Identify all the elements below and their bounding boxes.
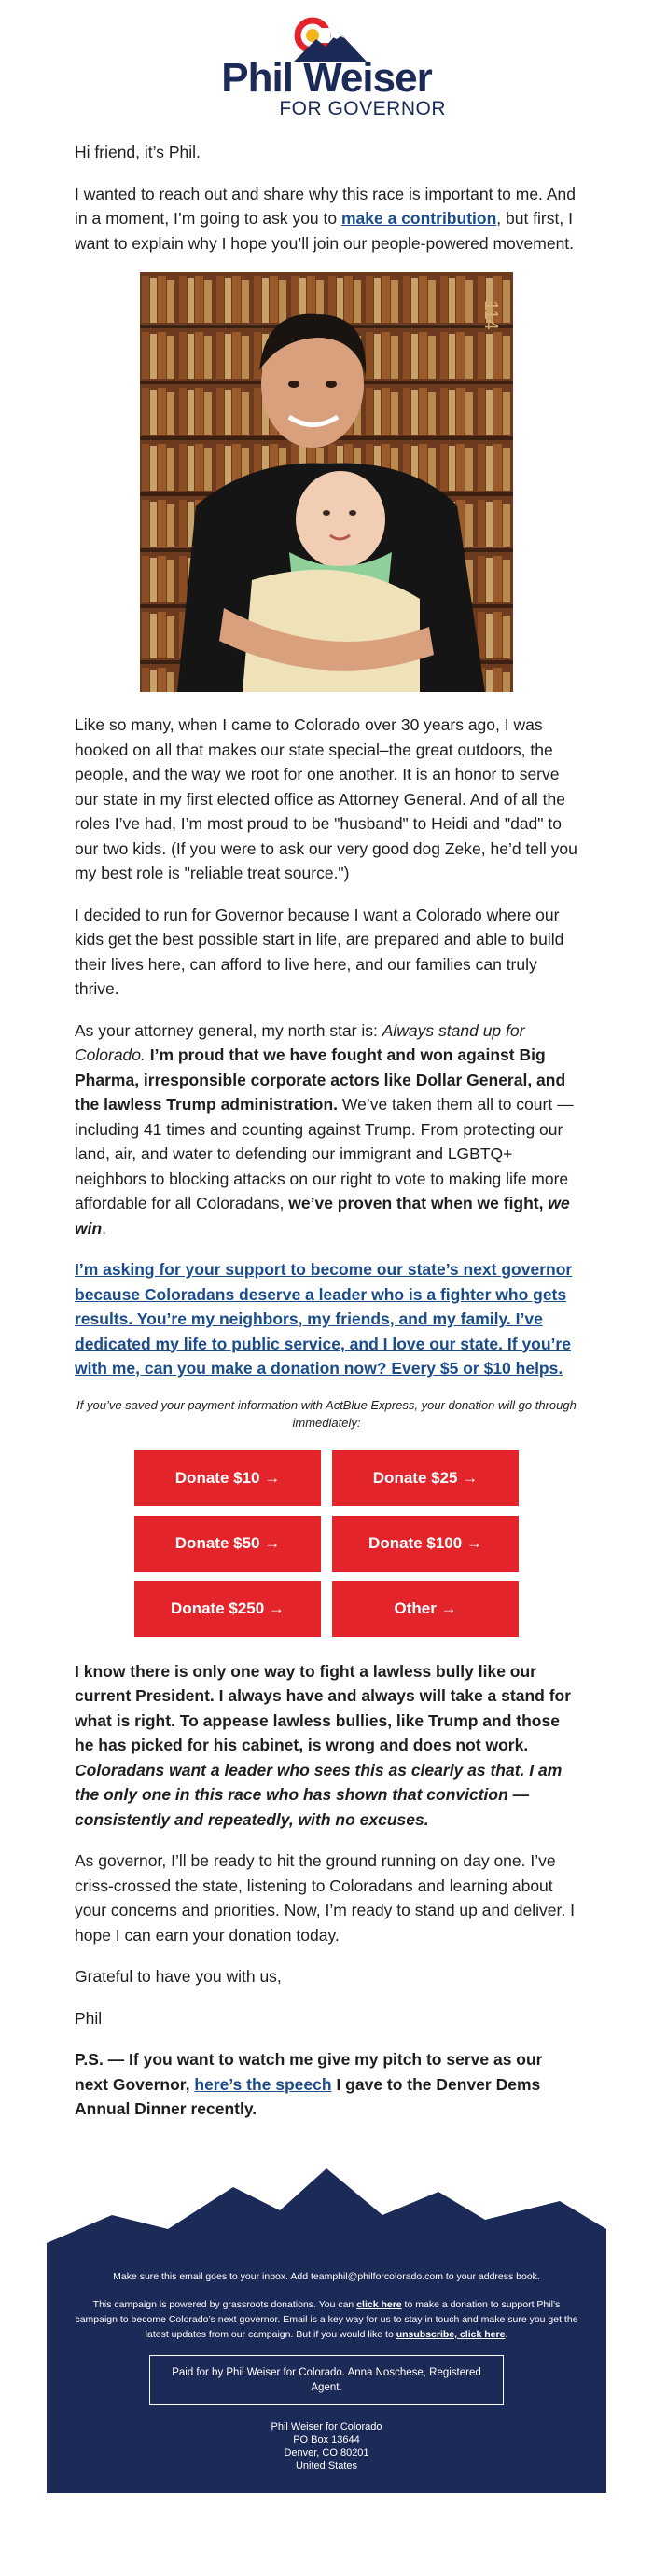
address-line: Denver, CO 80201 — [284, 2446, 369, 2458]
record-text-b: We’ve taken them all to court — including 41 times and counting against Trump. From protecting our land, air, and water to defending our immigrant and LGBTQ+ neighbors to blocking attacks on our right to vote to making life more affordable for all Coloradans, — [75, 1095, 574, 1212]
donate-other-button[interactable]: Other → — [332, 1581, 519, 1637]
donate-25-button[interactable]: Donate $25 → — [332, 1450, 519, 1506]
footer-donate-link[interactable]: click here — [356, 2298, 402, 2310]
footer-content — [47, 2260, 606, 2493]
grassroots-end: . — [505, 2328, 508, 2340]
speech-link[interactable]: here’s the speech — [194, 2074, 332, 2094]
logo-name: Phil Weiser — [221, 55, 432, 101]
address-line: United States — [295, 2459, 358, 2472]
ps-text-a: P.S. — If you want to watch me give my pitch to serve as our next Governor, — [75, 2050, 543, 2094]
record-motto: Always stand up for Colorado. — [75, 1020, 525, 1064]
donate-50-button[interactable]: Donate $50 → — [134, 1516, 321, 1572]
record-end: . — [102, 1218, 107, 1238]
donate-buttons-grid — [75, 1450, 578, 1637]
ready-paragraph: As governor, I’ll be ready to hit the ground running on day one. I’ve criss-crossed the state, listening to Coloradans and learning about your concerns and priorities. Now, I’m ready to stand up and deliver. I hope I can earn your donation today. — [75, 1851, 575, 1945]
inbox-note: Make sure this email goes to your inbox. Add teamphil@philforcolorado.com to your address book. — [113, 2270, 540, 2282]
make-contribution-link[interactable]: make a contribution — [340, 209, 497, 228]
record-bold: I’m proud that we have fought and won against Big Pharma, irresponsible corporate actors like Dollar General, and the lawless Trump administration. — [75, 1046, 566, 1114]
logo-subtitle: FOR GOVERNOR — [279, 98, 446, 119]
closing-line: Grateful to have you with us, — [75, 1967, 282, 1986]
why-running-paragraph: I decided to run for Governor because I want a Colorado where our kids get the best possible start in life, are prepared and able to build their lives here, can afford to live here, and our families can truly thrive. — [75, 905, 564, 998]
mailing-address — [73, 2420, 580, 2472]
donate-250-button[interactable]: Donate $250 → — [134, 1581, 321, 1637]
record-paragraph — [75, 1018, 578, 1241]
signature: Phil — [75, 2008, 103, 2028]
address-line: PO Box 13644 — [293, 2433, 360, 2445]
photo-container — [75, 272, 578, 692]
address-line: Phil Weiser for Colorado — [271, 2420, 382, 2432]
phil-with-baby-photo — [140, 272, 513, 692]
intro-text-a: I wanted to reach out and share why this race is important to me. And in a moment, I’m going to ask you to — [75, 184, 576, 228]
mountain-silhouette-icon — [0, 2150, 653, 2262]
footer — [0, 2150, 653, 2493]
ps-text-b: I gave to the Denver Dems Annual Dinner recently. — [75, 2074, 541, 2118]
unsubscribe-link[interactable]: unsubscribe, click here — [396, 2328, 506, 2340]
fight-paragraph — [75, 1659, 578, 1833]
postscript — [75, 2047, 578, 2122]
grassroots-text-a: This campaign is powered by grassroots donations. You can — [92, 2298, 357, 2310]
donation-ask-link[interactable]: I’m asking for your support to become our state’s next governor because Coloradans deserve a leader who is a fighter who gets results. You’re my neighbors, my friends, and my family. I’ve dedicated my life to public service, and I love our state. If you’re with me, can you make a donation now? Every $5 or $10 helps. — [75, 1260, 573, 1378]
grassroots-note — [73, 2297, 580, 2342]
email-body — [0, 140, 653, 2122]
donate-10-button[interactable]: Donate $10 → — [134, 1450, 321, 1506]
intro-text-b: , but first, I want to explain why I hope you’ll join our people-powered movement. — [75, 209, 575, 253]
donate-100-button[interactable]: Donate $100 → — [332, 1516, 519, 1572]
paid-for-disclaimer: Paid for by Phil Weiser for Colorado. Anna Noschese, Registered Agent. — [149, 2355, 504, 2405]
fight-text: I know there is only one way to fight a lawless bully like our current President. I always have and always will take a stand for what is right. To appease lawless bullies, like Trump and those he has picked for his cabinet, is wrong and does not work. — [75, 1661, 572, 1754]
record-we-win: we win — [75, 1194, 570, 1238]
greeting: Hi friend, it’s Phil. — [75, 143, 201, 161]
photo-date-stamp: 114 — [480, 300, 501, 330]
background-paragraph: Like so many, when I came to Colorado over 30 years ago, I was hooked on all that makes our state special–the great outdoors, the people, and the way we root for one another. It is an honor to serve our state in my first elected office as Attorney General. And of all the roles I’ve had, I’m most proud to be "husband" to Heidi and "dad" to our two kids. (If you were to ask our very good dog Zeke, he’d tell you my best role is "reliable treat source.") — [75, 715, 577, 882]
actblue-note: If you’ve saved your payment information with ActBlue Express, your donation will go through immediately: — [76, 1397, 577, 1430]
fight-italic: Coloradans want a leader who sees this as clearly as that. I am the only one in this race who has shown that conviction — consistently and repeatedly, with no excuses. — [75, 1760, 563, 1829]
intro-paragraph — [75, 182, 578, 256]
photo-illustration-icon — [140, 272, 513, 692]
grassroots-text-b: to make a donation to support Phil’s campaign to become Colorado’s next governor. Email is a key way for us to stay in touch and make sure you get the latest updates from our campaign. But if you would like to — [75, 2298, 578, 2340]
campaign-logo[interactable] — [0, 0, 653, 140]
record-text-a: As your attorney general, my north star is: — [75, 1020, 382, 1040]
record-bold-2: we’ve proven that when we fight, — [288, 1194, 549, 1212]
